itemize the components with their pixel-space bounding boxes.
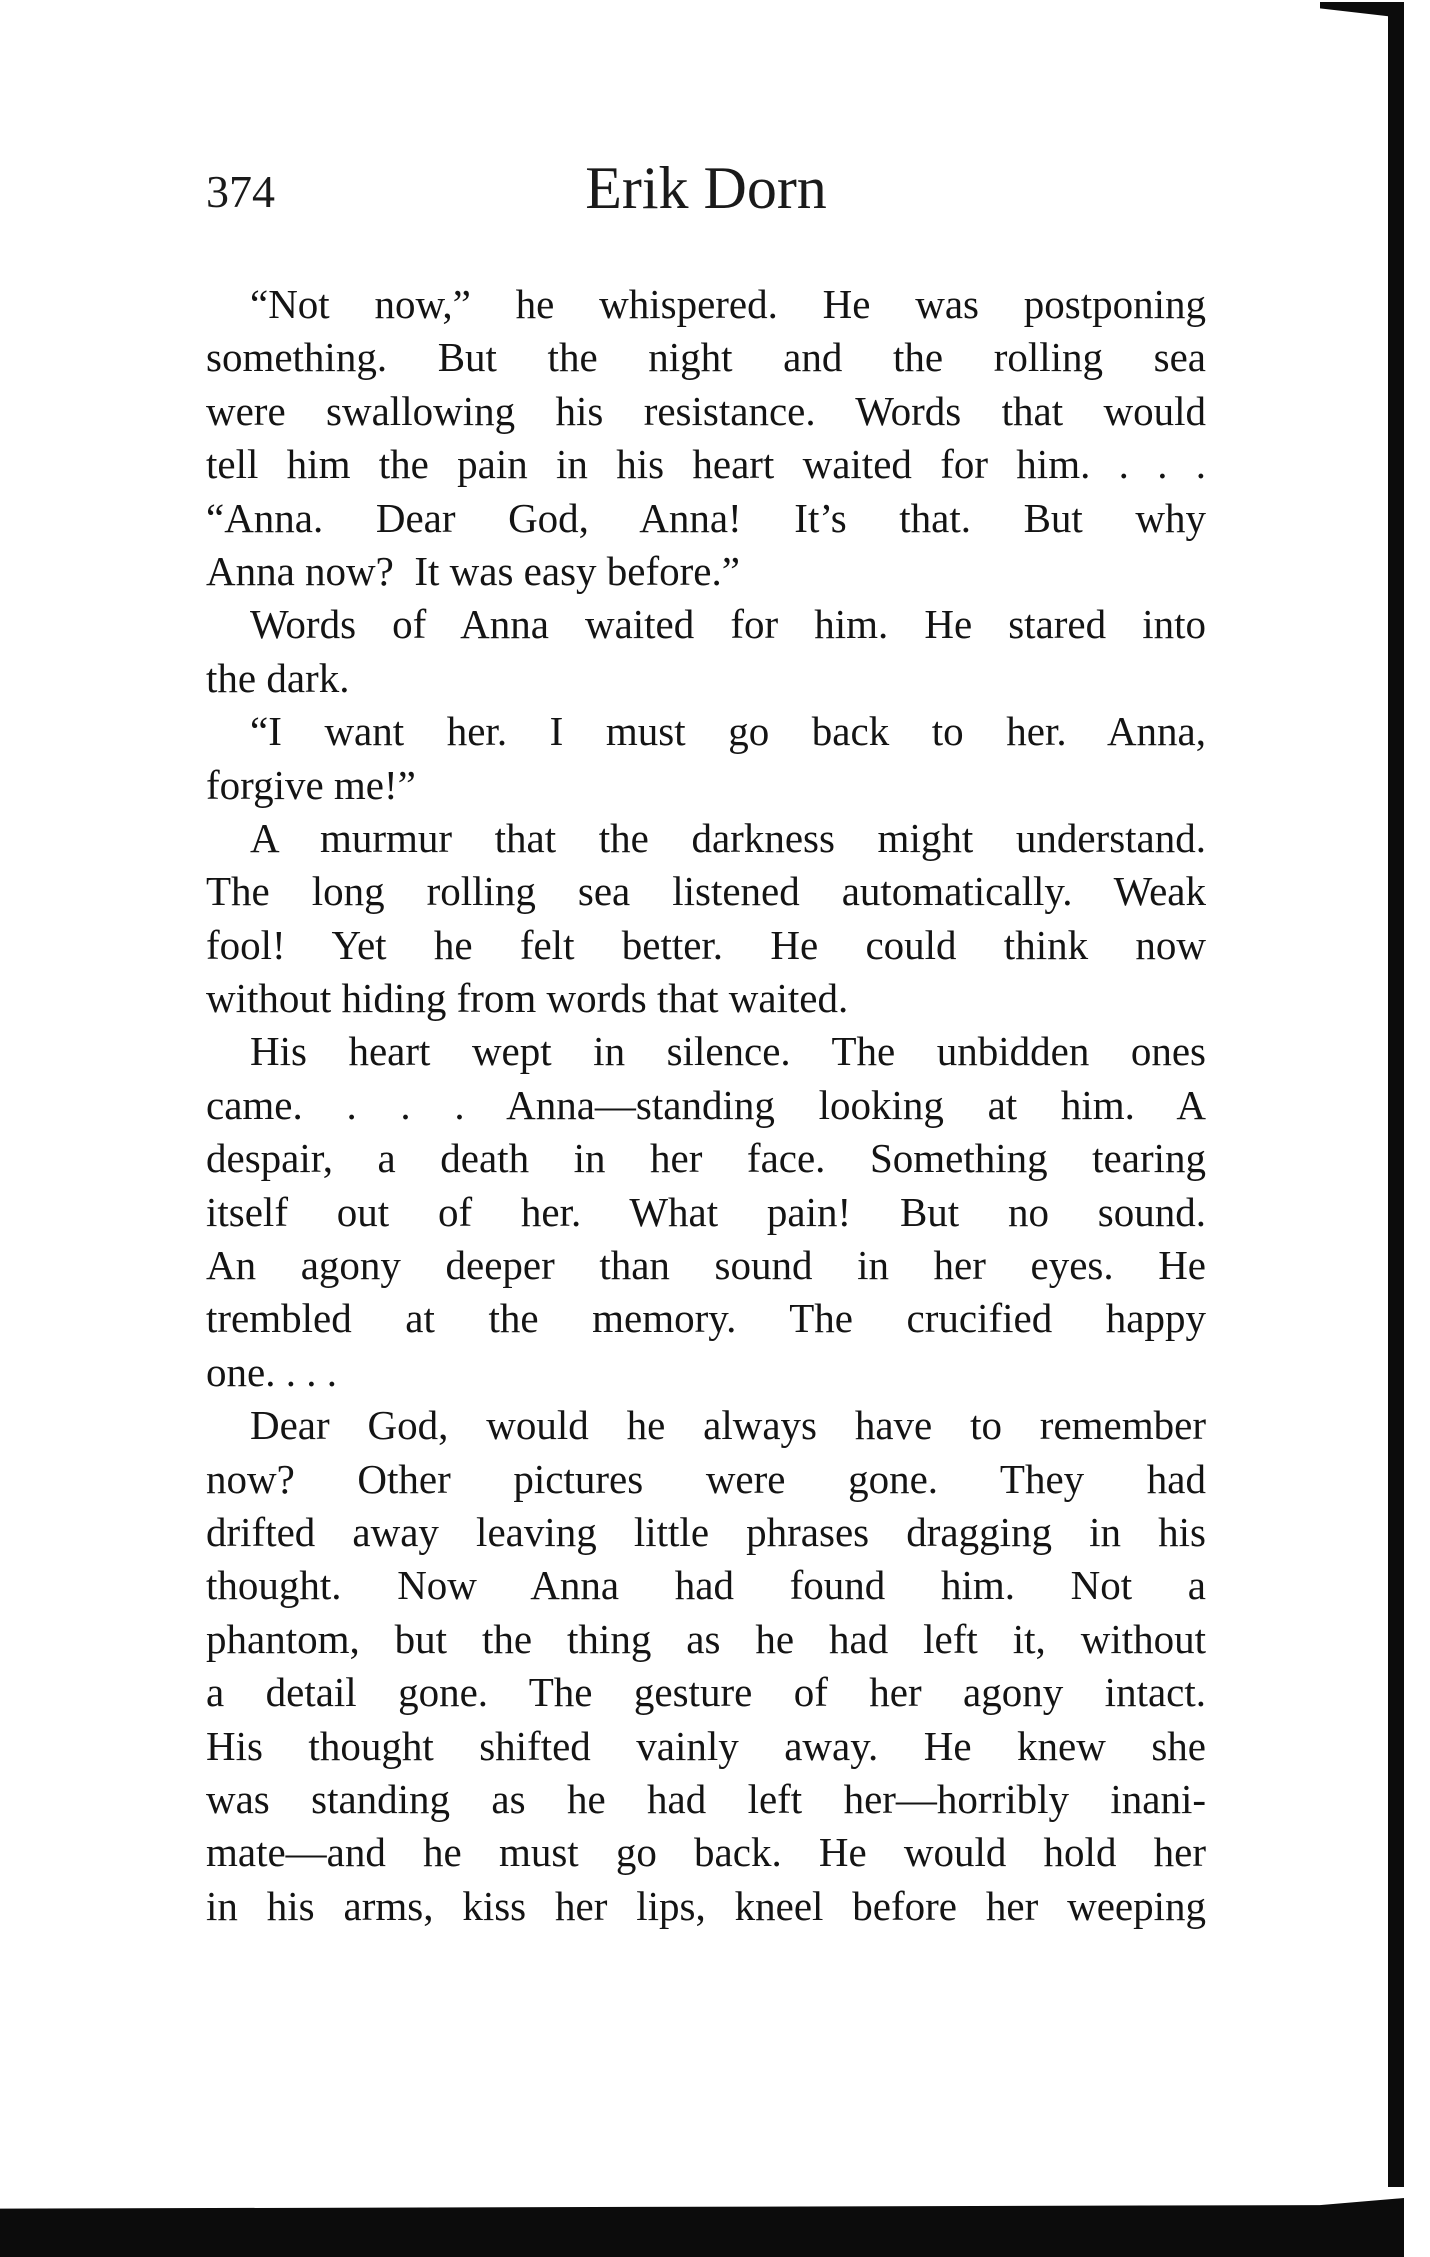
text-line: The long rolling sea listened automatically. Weak: [206, 868, 1206, 915]
text-line: thought. Now Anna had found him. Not a: [206, 1562, 1206, 1609]
text-line: tell him the pain in his heart waited for him. . . .: [206, 441, 1206, 488]
text-line: An agony deeper than sound in her eyes. He: [206, 1242, 1206, 1289]
page-number: 374: [206, 166, 275, 217]
text-line: mate—and he must go back. He would hold her: [206, 1829, 1206, 1876]
text-line: was standing as he had left her—horribly inani-: [206, 1775, 1206, 1822]
text-line: trembled at the memory. The crucified happy: [206, 1295, 1206, 1342]
scan-edge-right: [1388, 2, 1404, 2187]
text-line: itself out of her. What pain! But no sound.: [206, 1188, 1206, 1235]
text-line: Anna now? It was easy before.”: [206, 547, 740, 594]
text-line: one. . . .: [206, 1348, 337, 1395]
text-line: Words of Anna waited for him. He stared into: [250, 601, 1206, 648]
scan-edge-bottom: [0, 2198, 1404, 2257]
text-line: “Anna. Dear God, Anna! It’s that. But why: [206, 494, 1206, 541]
text-line: without hiding from words that waited.: [206, 975, 849, 1022]
text-line: now? Other pictures were gone. They had: [206, 1455, 1206, 1502]
text-line: were swallowing his resistance. Words that would: [206, 387, 1206, 434]
body-text: [206, 278, 1206, 1933]
text-line: phantom, but the thing as he had left it, without: [206, 1615, 1206, 1662]
running-head-title: Erik Dorn: [585, 155, 827, 221]
text-line: A murmur that the darkness might understand.: [250, 814, 1206, 861]
text-line: in his arms, kiss her lips, kneel before her weeping: [206, 1882, 1206, 1929]
text-line: “I want her. I must go back to her. Anna,: [250, 708, 1206, 755]
text-line: the dark.: [206, 654, 350, 701]
page-header: [206, 148, 1206, 238]
text-line: fool! Yet he felt better. He could think now: [206, 921, 1206, 968]
text-line: a detail gone. The gesture of her agony intact.: [206, 1669, 1206, 1716]
text-line: something. But the night and the rolling sea: [206, 334, 1206, 381]
text-line: came. . . . Anna—standing looking at him. A: [206, 1081, 1206, 1128]
text-line: drifted away leaving little phrases dragging in his: [206, 1508, 1206, 1555]
text-line: forgive me!”: [206, 761, 416, 808]
text-line: His thought shifted vainly away. He knew she: [206, 1722, 1206, 1769]
text-line: His heart wept in silence. The unbidden ones: [250, 1028, 1206, 1075]
text-line: Dear God, would he always have to remember: [250, 1402, 1206, 1449]
text-line: despair, a death in her face. Something tearing: [206, 1135, 1206, 1182]
text-line: “Not now,” he whispered. He was postponing: [250, 281, 1206, 327]
